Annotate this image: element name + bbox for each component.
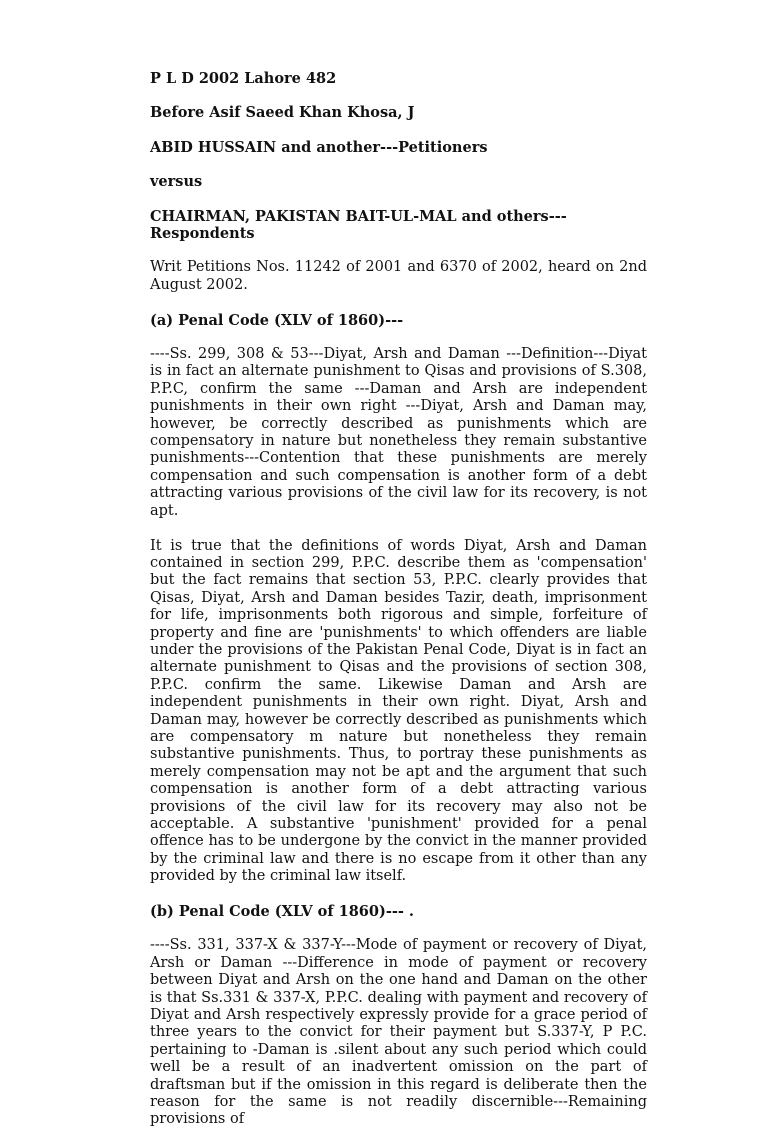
respondents: CHAIRMAN, PAKISTAN BAIT-UL-MAL and others---Respondents	[150, 207, 567, 243]
headnote-b: ----Ss. 331, 337-X & 337-Y---Mode of payment or recovery of Diyat, Arsh or Daman ---Difference in mode of payment or recovery between Diyat and Arsh on the one hand and Daman on the other is that Ss.331 & 337-X, P.P.C. dealing with payment and recovery of Diyat and Arsh respectively expressly provide for a grace period of three years to the convict for their payment but S.337-Y, P P.C. pertaining to -Daman is .silent about any such period which could well be a result of an inadvertent omission on the part of draftsman but if the omission in this regard is deliberate then the reason for the same is not readily discernible---Remaining provisions of	[150, 937, 647, 1128]
citation: P L D 2002 Lahore 482	[150, 70, 337, 87]
versus-line: versus	[150, 173, 203, 191]
headnote-a: ----Ss. 299, 308 & 53---Diyat, Arsh and Daman ---Definition---Diyat is in fact an alternate punishment to Qisas and provisions of S.308, P.P.C, confirm the same ---Daman and Arsh are independent punishments in their own right ---Diyat, Arsh and Daman may, however, be correctly described as punishments which are compensatory in nature but nonetheless they remain substantive punishments---Contention that these punishments are merely compensation and such compensation is another form of a debt attracting various provisions of the civil law for its recovery, is not apt.	[150, 346, 647, 519]
heading-a: (a) Penal Code (XLV of 1860)---	[150, 311, 404, 329]
petitioners: ABID HUSSAIN and another---Petitioners	[150, 138, 488, 156]
body-paragraph-a: It is true that the definitions of words Diyat, Arsh and Daman contained in section 299, P.P.C. describe them as 'compensation' but the fact remains that section 53, P.P.C. clearly provides that Qisas, Diyat, Arsh and Daman besides Tazir, death, imprisonment for life, imprisonments both rigorous and simple, forfeiture of property and fine are 'punishments' to which offenders are liable under the provisions of the Pakistan Penal Code, Diyat is in fact an alternate punishment to Qisas and the provisions of section 308, P.P.C. confirm the same. Likewise Daman and Arsh are independent punishments in their own right. Diyat, Arsh and Daman may, however be correctly described as punishments which are compensatory m nature but nonetheless they remain substantive punishments. Thus, to portray these punishments as merely compensation may not be apt and the argument that such compensation is another form of a debt attracting various provisions of the civil law for its recovery may also not be acceptable. A substantive 'punishment' provided for a penal offence has to be undergone by the convict in the manner provided by the criminal law and there is no escape from it other than any provided by the criminal law itself.	[150, 537, 647, 885]
document-page	[150, 70, 647, 1146]
heading-b: (b) Penal Code (XLV of 1860)--- .	[150, 903, 414, 921]
case-info: Writ Petitions Nos. 11242 of 2001 and 6370 of 2002, heard on 2nd August 2002.	[150, 259, 647, 293]
bench: Before Asif Saeed Khan Khosa, J	[150, 104, 415, 122]
